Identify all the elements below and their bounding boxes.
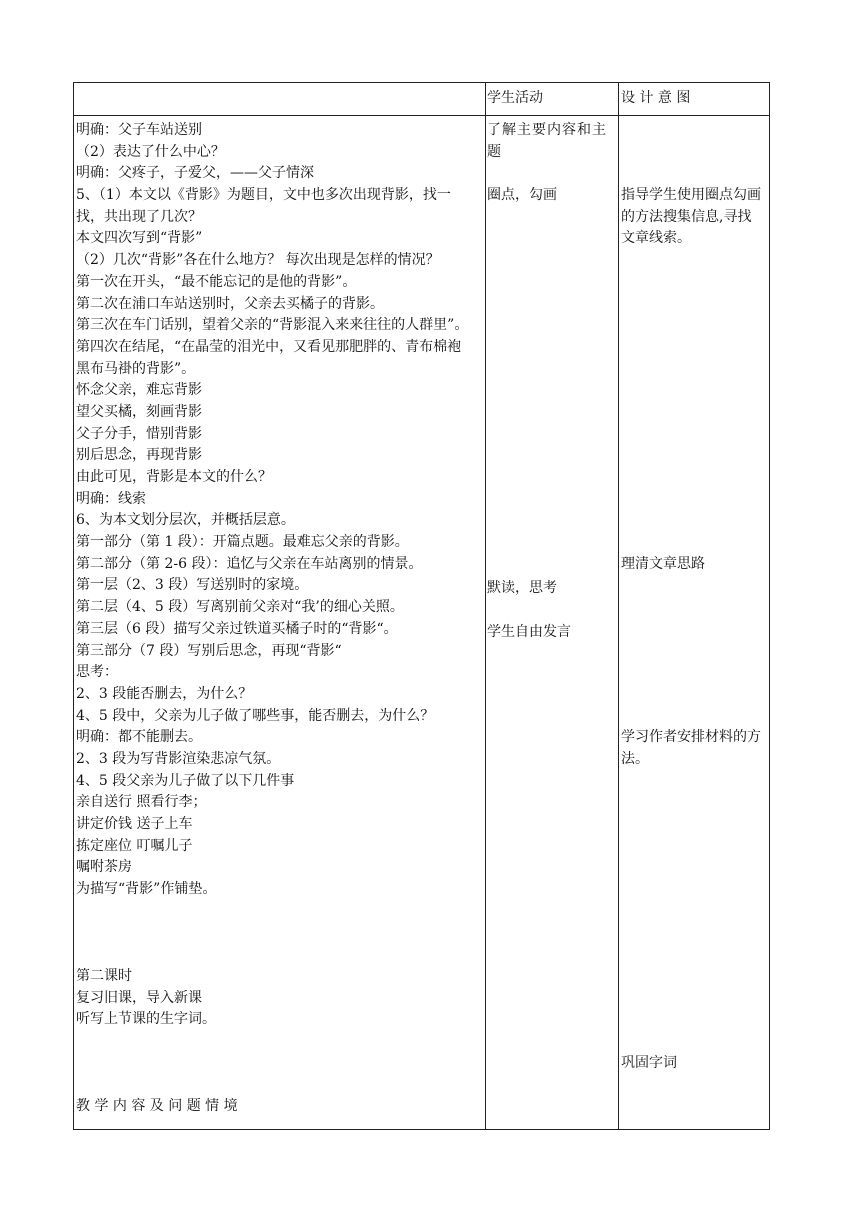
content-line	[76, 901, 484, 923]
content-line: 第一次在开头，“最不能忘记的是他的背影”。	[76, 273, 357, 290]
intent-text: 法。	[621, 750, 649, 767]
content-line: 为描写“背影”作铺垫。	[76, 881, 217, 898]
header-divider	[74, 115, 769, 116]
content-line: 思考：	[76, 664, 118, 681]
content-line: 嘱咐茶房	[76, 859, 132, 876]
content-line: （2）几次“背影”各在什么地方？ 每次出现是怎样的情况？	[76, 252, 440, 269]
content-line: 第三次在车门话别，望着父亲的“背影混入来来往往的人群里”。	[76, 317, 469, 334]
content-line: 黑布马褂的背影”。	[76, 360, 196, 377]
activity-column	[487, 120, 617, 644]
content-line: 5、（1）本文以《背影》为题目，文中也多次出现背影，找一	[76, 187, 451, 204]
content-line: 找，共出现了几次？	[76, 208, 202, 225]
content-line: 明确：父子车站送别	[76, 122, 202, 138]
intent-text: 学习作者安排材料的方	[621, 729, 761, 746]
content-line: 明确：线索	[76, 490, 146, 507]
intent-column	[621, 120, 769, 1074]
content-line: 拣定座位 叮嘱儿子	[76, 837, 193, 854]
content-line: 父子分手，惜别背影	[76, 425, 202, 442]
intent-text: 指导学生使用圈点勾画	[621, 187, 761, 204]
content-line: 复习旧课，导入新课	[76, 989, 202, 1006]
content-line: 教 学 内 容 及 问 题 情 境	[76, 1097, 238, 1114]
content-line: 别后思念，再现背影	[76, 447, 202, 464]
content-line: 望父买橘，刻画背影	[76, 403, 202, 420]
content-line: 第二次在浦口车站送别时，父亲去买橘子的背影。	[76, 295, 384, 312]
intent-text: 的方法搜集信息,寻找	[621, 208, 752, 225]
content-line	[76, 922, 484, 944]
header-student-activity: 学生活动	[487, 90, 543, 106]
content-line: 4、5 段中，父亲为儿子做了哪些事，能否删去，为什么？	[76, 707, 435, 724]
activity-text: 了解主要内容和主	[487, 122, 607, 138]
column-divider	[485, 83, 486, 1129]
content-line	[76, 1074, 484, 1096]
content-line: 亲自送行 照看行李；	[76, 794, 207, 811]
intent-text: 理清文章思路	[621, 555, 705, 572]
content-line: 第二课时	[76, 967, 132, 984]
content-line: 第一部分（第 1 段）：开篇点题。最难忘父亲的背影。	[76, 534, 409, 551]
content-line	[76, 944, 484, 966]
content-line: 2、3 段能否删去，为什么？	[76, 685, 253, 702]
content-line: 明确：都不能删去。	[76, 729, 202, 746]
column-divider	[618, 83, 619, 1129]
content-line	[76, 1031, 484, 1053]
content-line: 讲定价钱 送子上车	[76, 816, 193, 832]
content-line: 第一层（2、3 段）写送别时的家境。	[76, 577, 309, 594]
activity-text: 题	[487, 143, 501, 160]
content-line: 2、3 段为写背影渲染悲凉气氛。	[76, 750, 281, 767]
content-line: 怀念父亲，难忘背影	[76, 382, 202, 399]
content-line: 4、5 段父亲为儿子做了以下几件事	[76, 772, 295, 789]
content-line: 本文四次写到“背影”	[76, 230, 203, 247]
content-line: 6、为本文划分层次，并概括层意。	[76, 512, 295, 529]
content-line	[76, 1053, 484, 1075]
content-line: 第二部分（第 2-6 段）：追忆与父亲在车站离别的情景。	[76, 555, 423, 572]
content-line: 第四次在结尾，“在晶莹的泪光中，又看见那肥胖的、青布棉袍	[76, 338, 462, 355]
lesson-plan-table	[73, 82, 770, 1130]
header-design-intent: 设 计 意 图	[621, 90, 691, 106]
intent-text: 巩固字词	[621, 1054, 677, 1071]
content-line: 明确：父疼子，子爱父，——父子情深	[76, 165, 314, 182]
content-line: （2）表达了什么中心？	[76, 143, 225, 160]
activity-text: 圈点，勾画	[487, 187, 557, 204]
activity-text: 学生自由发言	[487, 623, 571, 640]
content-column	[76, 120, 484, 1118]
activity-text: 默读，思考	[487, 580, 557, 597]
intent-text: 文章线索。	[621, 230, 691, 247]
content-line: 第三层（6 段）描写父亲过铁道买橘子时的“背影“。	[76, 620, 398, 637]
content-line: 由此可见，背影是本文的什么？	[76, 469, 272, 485]
content-line: 第二层（4、5 段）写离别前父亲对“我’的细心关照。	[76, 599, 404, 616]
content-line: 听写上节课的生字词。	[76, 1011, 216, 1028]
content-line: 第三部分（7 段）写别后思念，再现“背影“	[76, 642, 342, 659]
